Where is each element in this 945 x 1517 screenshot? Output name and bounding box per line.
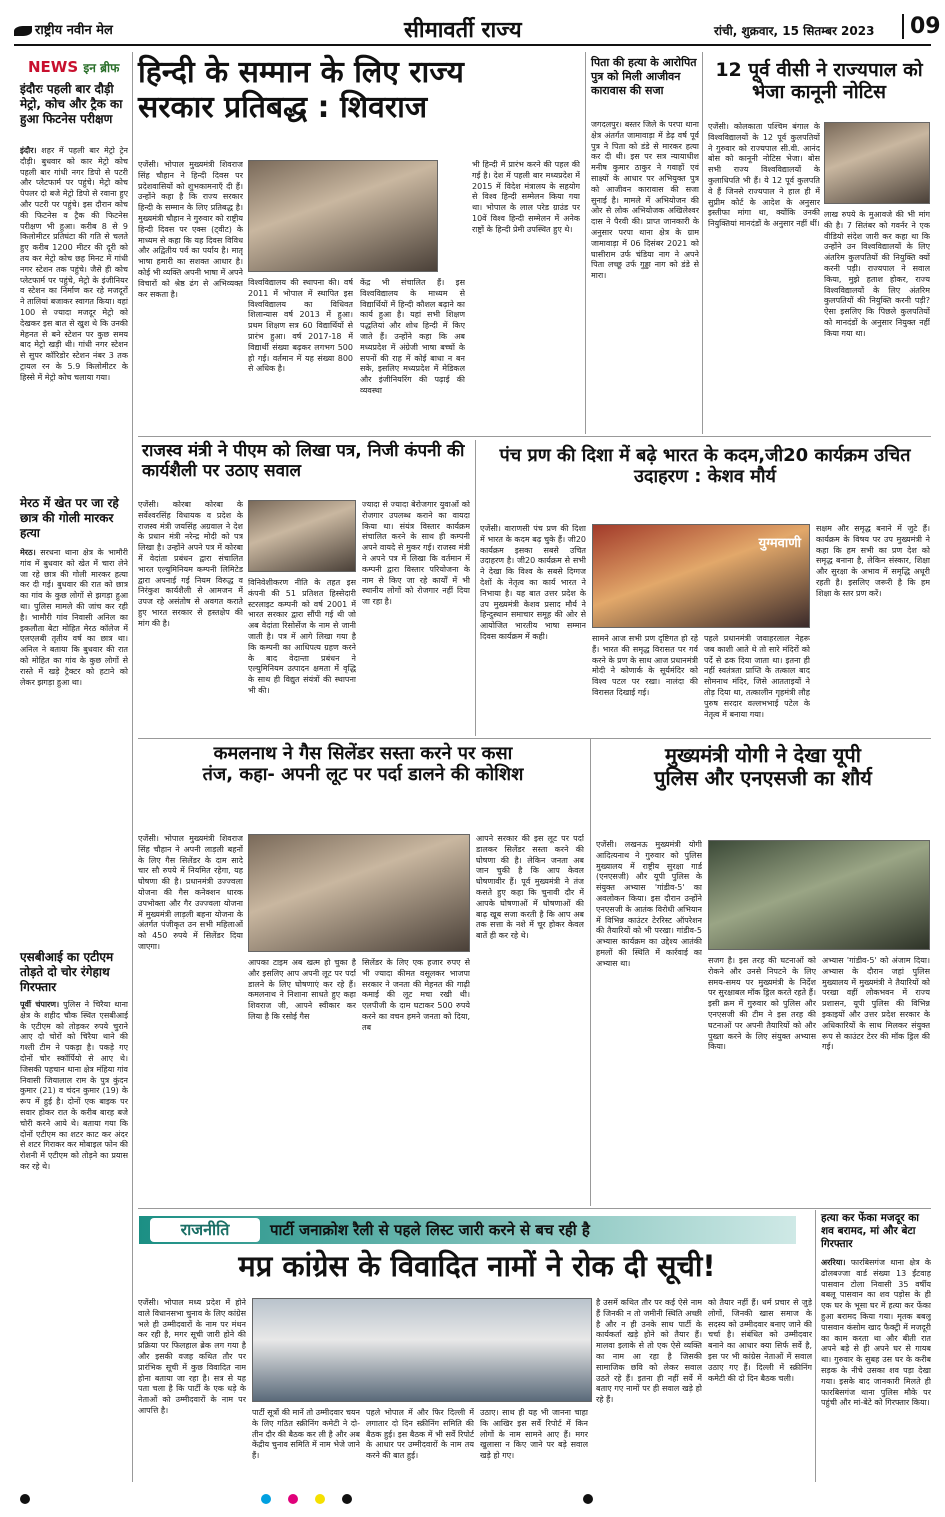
column-rule [590,738,591,1206]
g20-story-col-2: सामने आज सभी प्रण दृष्टिगत हो रहे हैं। भारत की समृद्ध विरासत पर गर्व करने के प्रण के साथ आज प्रधानमंत्री मोदी ने कोणार्क के सूर्यमंदिर को विश्व पटल पर रखा। नालंदा की विरासत दिखाई गई। [592,634,698,697]
lead-story-col-1: एजेंसी। भोपाल मुख्यमंत्री शिवराज सिंह चौहान ने हिन्दी दिवस पर प्रदेशवासियों को शुभकामनाएँ दी हैं। उन्होंने कहा है कि राज्य सरकार हिन्दी के सम्मान के लिए प्रतिबद्ध है। मुख्यमंत्री चौहान ने गुरुवार को राष्ट्रीय हिन्दी दिवस पर एक्स (ट्वीट) के माध्यम से कहा कि यह दिवस विविध और अद्वितीय पर्व का पर्याय है। मातृ भाषा हमारी का सशक्त आधार है। कोई भी व्यक्ति अपनी भाषा में अपने विचारों को श्रेष्ठ ढंग से अभिव्यक्त कर सकता है। [138,160,243,299]
sidebar-story-1: इंदौर। शहर में पहली बार मेट्रो ट्रेन दौड़ी। बुधवार को कार मेट्रो कोच पहली बार गांधी नगर डिपो से पटरी और प्लेटफार्म पर पहुंचे। मेट्रो कोच पेपलर दो बजे मेट्रो डिपो से रवाना हुए और पटरी पर पहुंचे। इस दौरान कोच की फिटनेस व ट्रैक की फिटनेस परीक्षण भी हुआ। करीब 8 से 9 किलोमीटर प्रतिघंटा की गति से चलते हुए करीब 1200 मीटर की दूरी को तय कर मेट्रो कोच छह मिनट में गांधी नगर स्टेशन तक पहुंचे। जैसे ही कोच प्लेटफार्म पर पहुंचे, मेट्रो के इंजीनियर व स्टेशन का निर्माण कर रहे मजदूरों ने तालियां बजाकर स्वागत किया। वहां 100 से ज्यादा मजदूर मेट्रो को देखकर इस बात से खुश थे कि उनकी मेहनत से बने स्टेशन पर कुछ समय बाद मेट्रो खड़ी थी। गांधी नगर स्टेशन से सुपर कॉरिडोर स्टेशन नंबर 3 तक ट्रायल रन के 5.9 किलोमीटर के हिस्से में मेट्रो कोच चलाया गया। [20,146,128,382]
column-rule [132,52,133,1482]
news-in-brief-label: NEWS इन ब्रीफ [28,58,120,76]
sidebar-headline-1: इंदौरः पहली बार दौड़ी मेट्रो, कोच और ट्रैक का हुआ फिटनेस परीक्षण [20,82,123,126]
stage-banner-text: युग्मवाणी [758,536,801,551]
masthead [14,12,941,46]
kamalnath-story-col-4: आपने सरकार की इस लूट पर पर्दा डालकर सिलेंडर सस्ता करने की घोषणा की है। लेकिन जनता अब जान चुकी है कि आप केवल घोषणावीर हैं। पूर्व मुख्यमंत्री ने तंज कसते हुए कहा कि चुनावी दौर में आपके घोषणाओं में घोषणाओं की बाढ़ खूब सजा करती है कि आप अब तक सत्ता के नशे में चूर होकर केवल बातें ही कर रहे थे। [476,834,584,941]
black-mark-icon [342,1494,352,1504]
section-rule [138,436,931,437]
politics-story-col-2: पार्टी सूत्रों की मानें तो उम्मीदवार चयन के लिए गठित स्क्रीनिंग कमेटी ने दो-तीन दौर की बैठक कर ली है और अब केंद्रीय चुनाव समिति में नाम भेजे जाने हैं। [252,1408,360,1461]
politics-story-col-3: पहले भोपाल में और फिर दिल्ली में लगातार दो दिन स्क्रीनिंग समिति की बैठक हुई। इस बैठक में भी सर्वे रिपोर्ट के आधार पर उम्मीदवारों के नाम तय करने की बात हुई। [366,1408,474,1461]
bird-logo-icon [14,26,32,36]
yellow-mark-icon [315,1494,325,1504]
murder-story: जगदलपुर। बस्तर जिले के परपा थाना क्षेत्र अंतर्गत जामावाड़ा में डेढ़ वर्ष पूर्व पुत्र ने पिता को डंडे से मारकर हत्या कर दी थी। इस पर सत्र न्यायाधीश मनीष कुमार ठाकुर ने गवाहों एवं साक्ष्यों के आधार पर अभियुक्त पुत्र को आजीवन कारावास की सजा सुनाई है। मामले में अभियोजन की ओर से लोक अभियोजक अखिलेश्वर दास ने पैरवी की। प्राप्त जानकारी के अनुसार परपा थाना क्षेत्र के ग्राम जामावाड़ा में 06 दिसंबर 2021 को घासीराम उर्फ चंडिया नाग ने अपने पिता लच्छू उर्फ गुड्डा नाग को डंडे से मारा। [591,120,699,281]
sidebar-headline-2: मेरठ में खेत पर जा रहे छात्र की गोली मारकर हत्या [20,496,119,540]
registration-mark-icon [583,1494,593,1504]
chief-minister-photo [248,160,438,272]
yogi-story-col-3: अभ्यास 'गांडीव-5' को अंजाम दिया। अभ्यास के दौरान जहां पुलिस मुख्यालय में मुख्यमंत्री ने तैयारियों को परखा वहीं लोकभवन में राज्य प्रशासन, यूपी पुलिस की विभिन्न इकाइयों और उत्तर प्रदेश सरकार के अधिकारियों के साथ मिलकर संयुक्त रूप से काउंटर टेरर की मॉक ड्रिल की गई। [822,956,930,1052]
cyan-mark-icon [261,1494,271,1504]
lead-story-col-3: केंद्र भी संचालित हैं। इस विश्वविद्यालय के माध्यम से विद्यार्थियों में हिन्दी कौशल बढ़ाने का कार्य हुआ है। यहां सभी शिक्षण पद्धतियां और शोध हिन्दी में किए जाते हैं। उन्होंने कहा कि अब मध्यप्रदेश में अंग्रेजी भाषा बच्चों के सपनों की राह में कोई बाधा न बन सके, इसलिए मध्यप्रदेश में मेडिकल और इंजीनियरिंग की पढ़ाई की व्यवस्था [360,278,465,395]
column-rule [702,52,703,434]
arrest-headline: हत्या कर फेंका मजदूर का शव बरामद, मां और बेटा गिरफ्तार [821,1212,920,1250]
politics-story-col-1: एजेंसी। भोपाल मध्य प्रदेश में होने वाले विधानसभा चुनाव के लिए कांग्रेस भले ही उम्मीदवारों के नाम पर मंथन कर रही है, मगर सूची जारी होने की प्रक्रिया पर फिलहाल ब्रेक लग गया है और इसकी वजह कथित तौर पर प्रारंभिक सूची में कुछ विवादित नाम होना बताया जा रहा है। सत्र से यह पता चला है कि पार्टी के एक धड़े के नेताओं को उम्मीदवारों के नाम पर आपत्ति है। [138,1298,246,1415]
politics-story-col-4: उठाए। साथ ही यह भी जानना चाहा कि आखिर इस सर्वे रिपोर्ट में किन लोगों के नाम सामने आए हैं। मगर खुलासा न किए जाने पर बड़े सवाल खड़े हो गए। [480,1408,588,1461]
issue-date: रांची, शुक्रवार, 15 सितम्बर 2023 [714,24,875,38]
sidebar-headline-3: एसबीआई का एटीएम तोड़ते दो चोर रंगेहाथ गिरफ्तार [20,950,114,994]
arrest-story: अररिया। फारबिसगंज थाना क्षेत्र के ढोलबज्जा वार्ड संख्या 13 ईंटवाह पासवान टोला निवासी 35 वर्षीय बबलू पासवान का शव पड़ोस के ही एक घर के भूसा घर में हत्या कर फेंका हुआ बरामद किया गया। मृतक बबलू पासवान कंसोम खाद फैक्ट्री में मजदूरी का काम करता था और बीती रात अपने बड़े से ही अपने घर से गायब था। गुरुवार के सुबह उस घर के करीब सड़क के नीचे उसका शव पड़ा देखा गया। इसके बाद जानकारी मिलते ही फारबिसगंज थाना पुलिस मौके पर पहुंची और मां-बेटे को गिरफ्तार किया। [821,1258,931,1408]
sidebar-story-3: पूर्वी चंपारण। पुलिस ने चिरैया थाना क्षेत्र के शहीद चौक स्थित एसबीआई के एटीएम को तोड़कर रुपये चुराने आए दो चोरों को चिरैया थाने की गश्ती टीम ने पकड़ा है। पकड़े गए दोनों चोर स्कॉर्पियो से आए थे। जिसकी पहचान थाना क्षेत्र मंहिया गांव निवासी जियालाल राम के पुत्र कुंदन कुमार (21) व चंदन कुमार (19) के रूप में हुई है। दोनों एक बाइक पर सवार होकर रात के करीब बारह बजे चोरी करने आये थे। बताया गया कि दोनों एटीएम का शटर काट कर अंदर से शटर गिराकर कर मोबाइल फोन की रोशनी में एटीएम को तोड़ने का प्रयास कर रहे थे। [20,1000,128,1171]
kamalnath-story-col-2: आपका टाइम अब खत्म हो चुका है और इसलिए आप अपनी लूट पर पर्दा डालने के लिए घोषणाएं कर रहे हैं। कमलनाथ ने निशाना साधते हुए कहा शिवराज जी, आपने स्वीकार कर लिया है कि रसोई गैस [248,958,356,1021]
newspaper-logo: राष्ट्रीय नवीन मेल [14,20,113,38]
column-rule [815,1210,816,1482]
lead-story-col-2: विश्वविद्यालय की स्थापना की। वर्ष 2011 में भोपाल में स्थापित इस विश्वविद्यालय का विधिवत शिलान्यास वर्ष 2013 में हुआ। प्रथम शिक्षण सत्र 60 विद्यार्थियों से प्रारंभ हुआ। वर्ष 2017-18 में विद्यार्थी संख्या बढ़कर लगभग 500 हो गई। वर्तमान में यह संख्या 800 से अधिक है। [248,278,353,374]
yogi-story-col-2: सजग है। इस तरह की घटनाओं को रोकने और उनसे निपटने के लिए समय-समय पर मुख्यमंत्री के निर्देश पर सुरक्षाबल मॉक ड्रिल करते रहते हैं। इसी क्रम में गुरुवार को पुलिस और एनएसजी की टीम ने इस तरह की घटनाओं पर अपनी तैयारियों को और पुख्ता करने के लिए संयुक्त अभ्यास किया। [708,956,816,1052]
registration-mark-icon [20,1494,30,1504]
magenta-mark-icon [288,1494,298,1504]
kamalnath-story-col-3: सिलेंडर के लिए एक हजार रुपए से भी ज्यादा कीमत वसूलकर भाजपा सरकार ने जनता की मेहनत की गाढ़ी कमाई की लूट मचा रखी थी। एलपीजी के दाम घटाकर 500 रुपये करने का वचन हमने जनता को दिया, तब [362,958,470,1032]
g20-headline: पंच प्रण की दिशा में बढ़े भारत के कदम,जी20 कार्यक्रम उचित उदाहरण : केशव मौर्य [499,445,911,487]
revenue-headline: राजस्व मंत्री ने पीएम को लिखा पत्र, निजी कंपनी की कार्यशैली पर उठाए सवाल [142,441,465,481]
politics-tag: राजनीति [150,1218,260,1242]
yogi-story-col-1: एजेंसी। लखनऊ मुख्यमंत्री योगी आदित्यनाथ ने गुरुवार को पुलिस मुख्यालय में राष्ट्रीय सुरक्षा गार्ड (एनएसजी) और यूपी पुलिस के संयुक्त अभ्यास 'गांडीव-5' का अवलोकन किया। इस दौरान उन्होंने एनएसजी के आतंक विरोधी अभियान में विभिन्न काउंटर टेररिस्ट ऑपरेशन की तैयारियों को भी परखा। गांडीव-5 अभ्यास कार्यक्रम का उद्देश्य आतंकी हमलों की स्थिति में कार्रवाई का अभ्यास था। [596,840,702,968]
revenue-minister-photo [248,500,356,572]
lead-story-col-4: भी हिन्दी में प्रारंभ करने की पहल की गई है। देश में पहली बार मध्यप्रदेश में 2015 में विदेश मंत्रालय के सहयोग से विश्व हिन्दी सम्मेलन किया गया था। भोपाल के लाल परेड ग्राउंड पर 10वें विश्व हिन्दी सम्मेलन में अनेक राष्ट्रों के हिन्दी प्रेमी उपस्थित हुए थे। [472,160,580,234]
vc-headline: 12 पूर्व वीसी ने राज्यपाल को भेजा कानूनी नोटिस [715,59,923,103]
politics-headline: मप्र कांग्रेस के विवादित नामों ने रोक दी सूची! [238,1249,716,1283]
kamalnath-story-col-1: एजेंसी। भोपाल मुख्यमंत्री शिवराज सिंह चौहान ने अपनी लाड़ली बहनों के लिए गैस सिलेंडर के दाम सादे चार सौ रुपये में नियमित रहेगा, यह घोषणा की है। प्रधानमंत्री उज्ज्वला योजना की गैस कनेक्शन धारक उपभोक्ता और गैर उज्ज्वला योजना में मुख्यमंत्री लाड़ली बहना योजना के अंतर्गत पंजीकृत उन सभी महिलाओं को 450 रुपये में सिलेंडर दिया जाएगा। [138,834,243,951]
sidebar-story-2: मेरठ। सरधना थाना क्षेत्र के भामौरी गांव में बुधवार को खेत में चारा लेने जा रहे छात्र की गोली मारकर हत्या कर दी गई। बुधवार की रात को छात्र का गांव के कुछ लोगों से झगड़ा हुआ था। पुलिस मामले की जांच कर रही है। भामौरी गांव निवासी अनिल का इकलौता बेटा मोहित मेरठ कॉलेज में एलएलबी तृतीय वर्ष का छात्र था। अनिल ने बताया कि बुधवार की रात को मोहित का गांव के कुछ लोगों से रास्ते में खड़े ट्रैक्टर को हटाने को लेकर झगड़ा हुआ था। [20,548,128,687]
nsg-drill-photo [708,840,930,950]
section-rule [138,1208,931,1209]
murder-headline: पिता की हत्या के आरोपित पुत्र को मिली आजीवन कारावास की सजा [591,56,697,97]
vc-story-col-1: एजेंसी। कोलकाता पश्चिम बंगाल के विश्वविद्यालयों के 12 पूर्व कुलपतियों ने गुरुवार को राज्यपाल सी.वी. आनंद बोस को कानूनी नोटिस भेजा। बोस सभी राज्य विश्वविद्यालयों के कुलाधिपति भी हैं। ये 12 पूर्व कुलपति वे हैं जिनसे राज्यपाल ने हाल ही में सुप्रीम कोर्ट के आदेश के अनुसार इस्तीफा मांगा था, क्योंकि उनकी नियुक्तियां मानदंडों के अनुसार नहीं थीं। [708,122,820,229]
revenue-story-col-2: विनिवेशीकरण नीति के तहत इस कंपनी की 51 प्रतिशत हिस्सेदारी स्टरलाइट कम्पनी को वर्ष 2001 में भारत सरकार द्वारा सौंपी गई थी जो अब वेदांता रिसोर्सेज के नाम से जानी जाती है। पत्र में आगे लिखा गया है कि कम्पनी का आधिपत्य ग्रहण करने के बाद वेदान्ता प्रबंधन ने एल्युमिनियम उत्पादन क्षमता में वृद्धि के साथ ही विद्युत संयंत्रों की स्थापना भी की। [248,578,356,695]
g20-story-col-3: पहले प्रधानमंत्री जवाहरलाल नेहरू जब काशी आते थे तो सारे मंदिरों को पर्दे से ढक दिया जाता था। इतना ही नहीं स्वतंत्रता प्राप्ति के तत्काल बाद सोमनाथ मंदिर, जिसे आतताइयों ने तोड़ दिया था, तत्कालीन गृहमंत्री लौह पुरुष सरदार वल्लभभाई पटेल के नेतृत्व में बनाया गया। [704,634,810,719]
congress-meeting-photo [252,1298,592,1402]
vc-story-col-2: लाख रुपये के मुआवजे की भी मांग की है। 7 सितंबर को गवर्नर ने एक वीडियो संदेश जारी कर कहा था कि उन्होंने उन विश्वविद्यालयों के लिए अंतरिम कुलपतियों की नियुक्ति क्यों करनी पड़ी। राज्यपाल ने सवाल किया, मुझे हताश होकर, राज्य विश्वविद्यालयों के लिए अंतरिम कुलपतियों की नियुक्ति करनी पड़ी? ऐसा इसलिए कि पिछले कुलपतियों को मानदंडों के अनुसार नियुक्त नहीं किया गया था। [824,210,930,338]
lead-headline: हिन्दी के सम्मान के लिए राज्य सरकार प्रतिबद्ध : शिवराज [138,55,464,125]
kamalnath-headline: कमलनाथ ने गैस सिलेंडर सस्ता करने पर कसा तंज, कहा- अपनी लूट पर पर्दा डालने की कोशिश [202,743,524,785]
kamalnath-photo [248,834,470,952]
column-rule [475,440,476,736]
politics-story-col-6: को तैयार नहीं हैं। धर्म प्रचार से जुड़े लोगों, जिनकी खास समाज के सदस्य को उम्मीदवार बनाए जाने की चर्चा है। संबंधित को उम्मीदवार बनाने का आधार क्या सिर्फ सर्वे है, इस पर भी कांग्रेस नेताओं में सवाल उठाए गए हैं। दिल्ली में स्क्रीनिंग कमेटी की दो दिन बैठक चली। [708,1298,812,1383]
g20-stage-photo [592,524,810,628]
g20-story-col-4: सक्षम और समृद्ध बनाने में जुटे हैं। कार्यक्रम के विषय पर उप मुख्यमंत्री ने कहा कि हम सभी का प्रण देश को समृद्ध बनाना है, लेकिन संस्कार, शिक्षा और सुरक्षा के अभाव में समृद्धि अधूरी रहती है। इसलिए जरूरी है कि हम शिक्षा के स्तर प्रण करें। [816,524,930,598]
governor-photo [824,122,930,204]
page-number: 09 [902,14,941,39]
print-color-marks [14,1491,931,1505]
yogi-headline: मुख्यमंत्री योगी ने देखा यूपी पुलिस और एनएसजी का शौर्य [654,743,872,790]
revenue-story-col-1: एजेंसी। कोरबा कोरबा के सर्वेश्वरसिंह विधायक व प्रदेश के राजस्व मंत्री जयसिंह अग्रवाल ने देश के प्रधान मंत्री नरेन्द्र मोदी को पत्र लिखा है। उन्होंने अपने पत्र में कोरबा में वेदांता प्रबंधन द्वारा संचालित भारत एल्युमिनियम कम्पनी लिमिटेड द्वारा अपनाई गई नियम विरुद्ध व निरंकुश कार्यशैली से आमजन में उपज रहे असंतोष से अवगत कराते हुए भारत सरकार से हस्तक्षेप की मांग की है। [138,500,243,628]
politics-story-col-5: है उसमें कथित तौर पर कई ऐसे नाम हैं जिनकी न तो जमीनी स्थिति अच्छी है और न ही उनके साथ पार्टी के कार्यकर्ता खड़े होने को तैयार हैं। मालवा इलाके से तो एक ऐसे व्यक्ति का नाम आ रहा है जिसकी सामाजिक छवि को लेकर सवाल उठते रहे हैं। इतना ही नहीं सर्वे में बताए गए नामों पर ही सवाल खड़े हो रहे हैं। [596,1298,702,1405]
politics-subheadline: पार्टी जनाक्रोश रैली से पहले लिस्ट जारी करने से बच रही है [270,1221,590,1239]
section-title: सीमावर्ती राज्य [404,18,522,43]
column-rule [585,52,586,434]
revenue-story-col-3: ज्यादा से ज्यादा बेरोजगार युवाओं को रोजगार उपलब्ध कराने का वायदा किया था। संयंत्र विस्तार कार्यक्रम संचालित करने के साथ ही कम्पनी अपने वायदे से मुकर गई। राजस्व मंत्री ने अपने पत्र में लिखा कि वर्तमान में कम्पनी द्वारा विस्तार परियोजना के नाम से किए जा रहे कार्यों में भी स्थानीय लोगों को रोजगार नहीं दिया जा रहा है। [362,500,470,607]
section-rule [138,738,931,739]
g20-story-col-1: एजेंसी। वाराणसी पंच प्रण की दिशा में भारत के कदम बढ़ चुके हैं। जी20 कार्यक्रम इसका सबसे उचित उदाहरण है। जी20 कार्यक्रम से सभी ने देखा कि विश्व के सबसे दिग्गज देशों के नेतृत्व का कार्य भारत ने निभाया है। यह बात उत्तर प्रदेश के उप मुख्यमंत्री केशव प्रसाद मौर्य ने हिन्दुस्थान समाचार समूह की ओर से आयोजित भारतीय भाषा सम्मान दिवस कार्यक्रम में कही। [480,524,586,641]
